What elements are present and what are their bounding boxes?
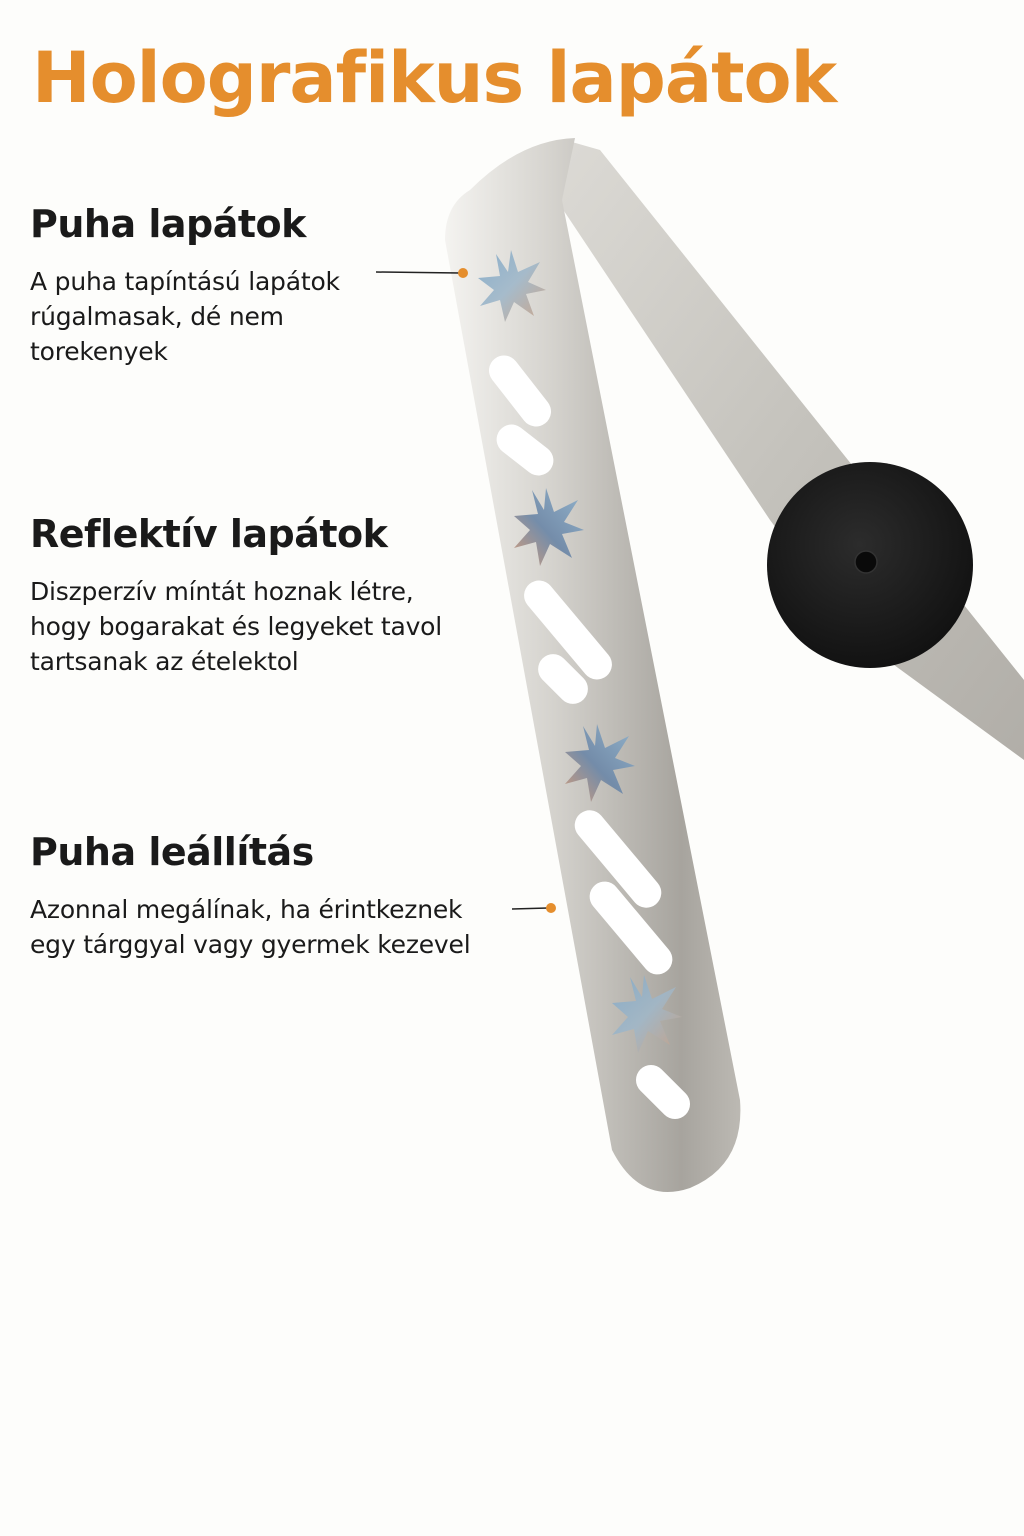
feature-heading: Puha leállítás (30, 830, 314, 874)
feature-description: Diszperzív míntát hoznak létre, hogy bogarakat és legyeket tavol tartsanak az ételektol (30, 576, 443, 676)
feature-description: Azonnal megálínak, ha érintkeznek egy tárggyal vagy gyermek kezevel (30, 894, 471, 959)
feature-heading: Puha lapátok (30, 202, 306, 246)
feature-soft-stop (30, 830, 510, 962)
feature-reflective-blades (30, 512, 460, 679)
callout-line-1 (376, 272, 460, 273)
callout-dot-3 (546, 903, 556, 913)
page-title: Holografikus lapátok (32, 37, 837, 119)
hub-screw (855, 551, 877, 573)
feature-soft-blades (30, 202, 380, 369)
callout-line-3 (512, 908, 548, 909)
callout-dot-1 (458, 268, 468, 278)
feature-description: A puha tapíntású lapátok rúgalmasak, dé nem torekenyek (30, 266, 340, 366)
feature-heading: Reflektív lapátok (30, 512, 388, 556)
